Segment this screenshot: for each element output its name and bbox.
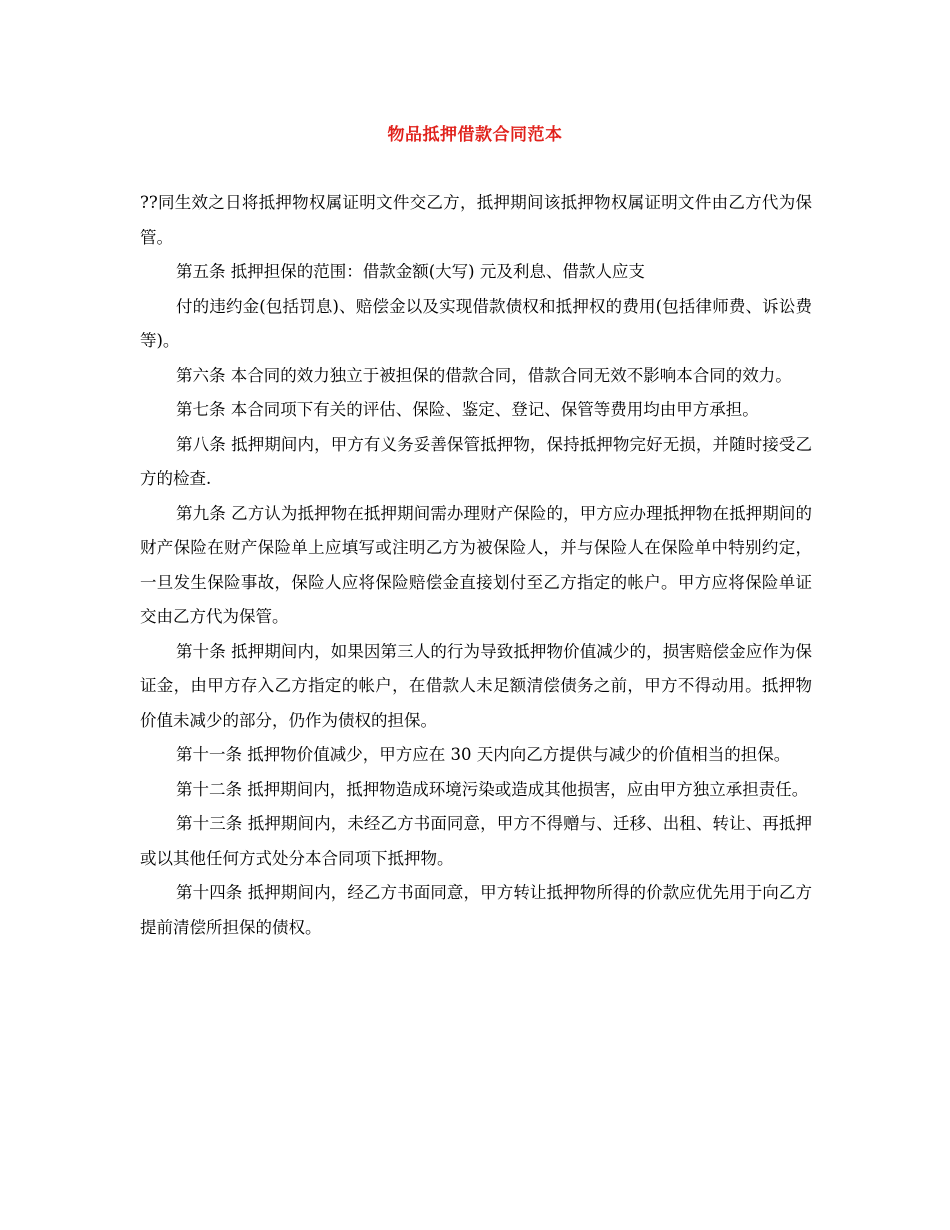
paragraph-continuation: ??同生效之日将抵押物权属证明文件交乙方，抵押期间该抵押物权属证明文件由乙方代为保管。: [140, 193, 812, 247]
document-title: 物品抵押借款合同范本: [387, 125, 563, 145]
paragraph-article-6: 第六条 本合同的效力独立于被担保的借款合同，借款合同无效不影响本合同的效力。: [176, 365, 792, 385]
paragraph-article-8: 第八条 抵押期间内，甲方有义务妥善保管抵押物，保持抵押物完好无损，并随时接受乙方的检查.: [140, 434, 812, 488]
paragraph-article-7: 第七条 本合同项下有关的评估、保险、鉴定、登记、保管等费用均由甲方承担。: [176, 400, 759, 419]
paragraph-article-14: 第十四条 抵押期间内，经乙方书面同意，甲方转让抵押物所得的价款应优先用于向乙方提前清偿所担保的债权。: [140, 883, 812, 937]
paragraph-article-5: 第五条 抵押担保的范围：借款金额(大写) 元及利息、借款人应支: [176, 262, 645, 281]
paragraph-article-10: 第十条 抵押期间内，如果因第三人的行为导致抵押物价值减少的，损害赔偿金应作为保证金，由甲方存入乙方指定的帐户，在借款人未足额清偿债务之前，甲方不得动用。抵押物价值未减少的部分，仍作为债权的担保。: [140, 641, 812, 730]
paragraph-article-13: 第十三条 抵押期间内，未经乙方书面同意，甲方不得赠与、迁移、出租、转让、再抵押或以其他任何方式处分本合同项下抵押物。: [140, 814, 812, 868]
paragraph-article-11: 第十一条 抵押物价值减少，甲方应在 30 天内向乙方提供与减少的价值相当的担保。: [176, 745, 791, 764]
paragraph-article-9: 第九条 乙方认为抵押物在抵押期间需办理财产保险的，甲方应办理抵押物在抵押期间的财产保险在财产保险单上应填写或注明乙方为被保险人，并与保险人在保险单中特别约定，一旦发生保险事故，保险人应将保险赔偿金直接划付至乙方指定的帐户。甲方应将保险单证交由乙方代为保管。: [140, 503, 812, 626]
paragraph-article-5-continued: 付的违约金(包括罚息)、赔偿金以及实现借款债权和抵押权的费用(包括律师费、诉讼费等)。: [140, 296, 812, 350]
document-body: [140, 186, 812, 945]
paragraph-article-12: 第十二条 抵押期间内，抵押物造成环境污染或造成其他损害，应由甲方独立承担责任。: [176, 779, 809, 799]
